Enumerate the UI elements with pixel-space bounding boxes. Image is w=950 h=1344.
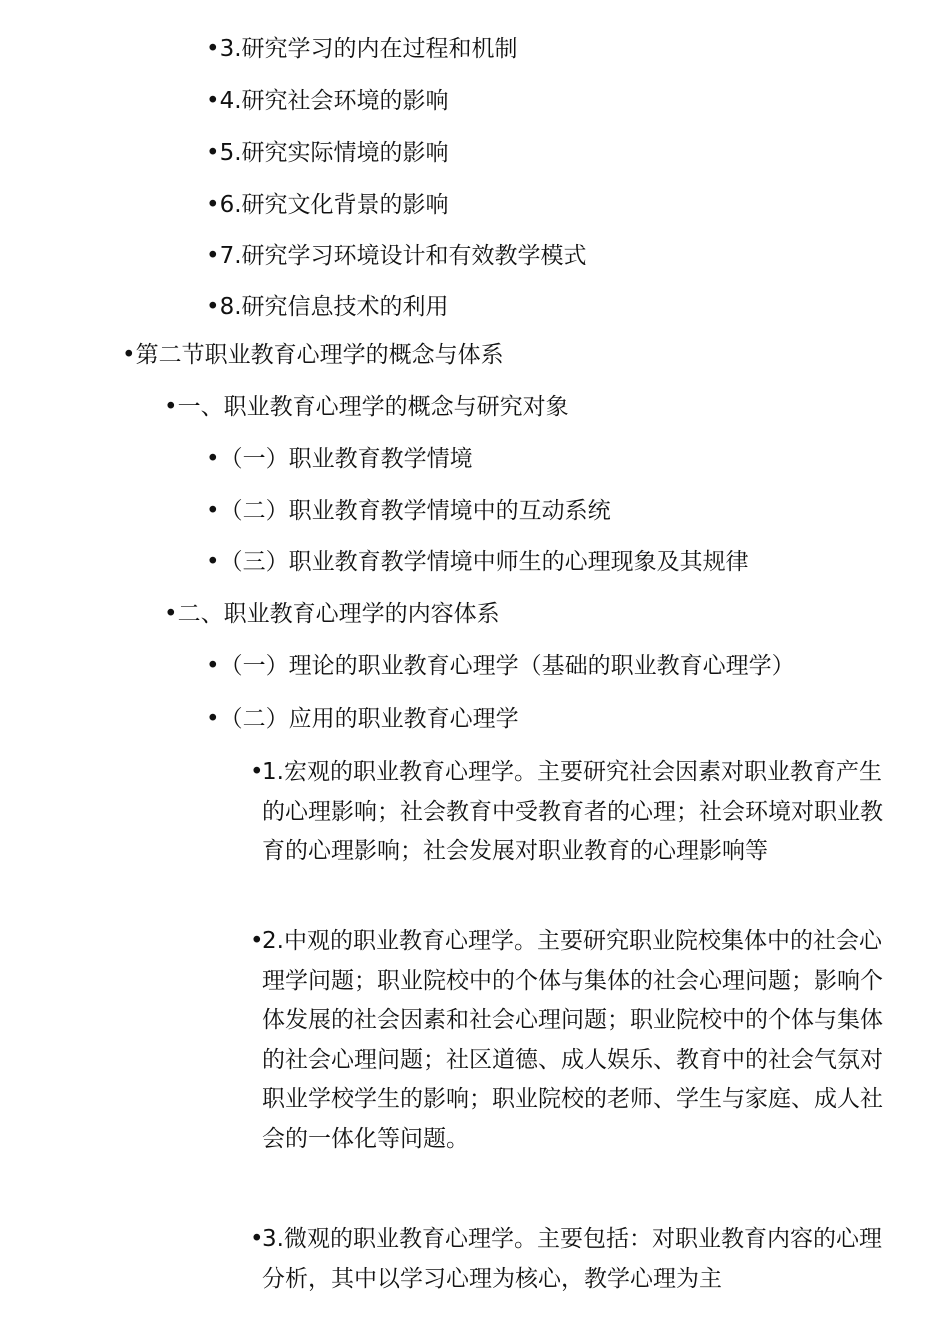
- list-item: •3.研究学习的内在过程和机制: [206, 36, 518, 62]
- list-item: •8.研究信息技术的利用: [206, 294, 449, 320]
- bullet: •: [164, 601, 178, 627]
- subsection-heading: •一、职业教育心理学的概念与研究对象: [164, 394, 569, 420]
- list-item: •6.研究文化背景的影响: [206, 192, 449, 218]
- bullet: •: [206, 294, 220, 320]
- subsection-heading: •二、职业教育心理学的内容体系: [164, 601, 500, 627]
- detail-paragraph: [250, 922, 890, 1159]
- bullet: •: [206, 498, 220, 524]
- list-item: •7.研究学习环境设计和有效教学模式: [206, 243, 587, 269]
- paragraph-text: 1.宏观的职业教育心理学。主要研究社会因素对职业教育产生的心理影响；社会教育中受教育者的心理；社会环境对职业教育的心理影响；社会发展对职业教育的心理影响等: [262, 759, 883, 864]
- bullet: •: [250, 759, 264, 785]
- bullet: •: [122, 342, 136, 368]
- bullet: •: [206, 192, 220, 218]
- section-heading: •第二节职业教育心理学的概念与体系: [122, 342, 504, 368]
- list-item: •（二）应用的职业教育心理学: [206, 706, 519, 732]
- bullet: •: [250, 928, 264, 954]
- list-item: •4.研究社会环境的影响: [206, 88, 449, 114]
- bullet: •: [206, 88, 220, 114]
- bullet: •: [206, 446, 220, 472]
- detail-paragraph: [250, 753, 890, 872]
- bullet: •: [206, 243, 220, 269]
- bullet: •: [164, 394, 178, 420]
- list-item: •（一）职业教育教学情境: [206, 446, 473, 472]
- list-item: •5.研究实际情境的影响: [206, 140, 449, 166]
- paragraph-text: 2.中观的职业教育心理学。主要研究职业院校集体中的社会心理学问题；职业院校中的个体与集体的社会心理问题；影响个体发展的社会因素和社会心理问题；职业院校中的个体与集体的社会心理问题；社区道德、成人娱乐、教育中的社会气氛对职业学校学生的影响；职业院校的老师、学生与家庭、成人社会的一体化等问题。: [262, 928, 883, 1152]
- list-item: •（一）理论的职业教育心理学（基础的职业教育心理学）: [206, 653, 795, 679]
- detail-paragraph: [250, 1220, 890, 1299]
- bullet: •: [250, 1226, 264, 1252]
- bullet: •: [206, 549, 220, 575]
- bullet: •: [206, 140, 220, 166]
- paragraph-text: 3.微观的职业教育心理学。主要包括：对职业教育内容的心理分析，其中以学习心理为核心，教学心理为主: [262, 1226, 882, 1292]
- bullet: •: [206, 706, 220, 732]
- bullet: •: [206, 653, 220, 679]
- list-item: •（二）职业教育教学情境中的互动系统: [206, 498, 611, 524]
- bullet: •: [206, 36, 220, 62]
- list-item: •（三）职业教育教学情境中师生的心理现象及其规律: [206, 549, 749, 575]
